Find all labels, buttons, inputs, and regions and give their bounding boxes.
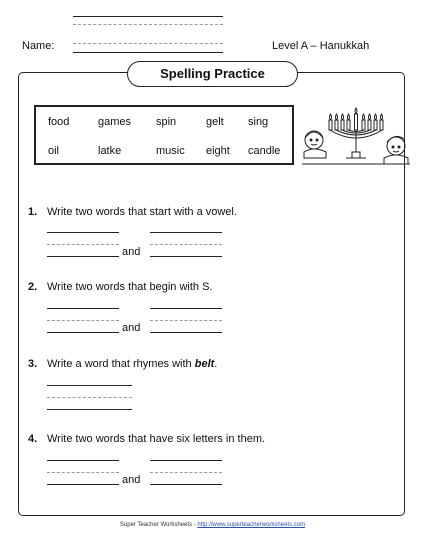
page-title: Spelling Practice	[127, 61, 298, 87]
answer-line-1[interactable]	[47, 484, 119, 485]
answer-line-mid	[150, 320, 222, 321]
question-number: 1.	[28, 206, 38, 218]
word-bank-item: games	[98, 116, 132, 128]
footer	[0, 522, 425, 528]
name-line-top-dashed	[73, 24, 223, 25]
answer-line-mid	[47, 397, 132, 398]
word-bank-item: oil	[48, 145, 60, 157]
question-text	[47, 358, 217, 370]
word-bank	[34, 105, 294, 165]
answer-line-mid	[47, 244, 119, 245]
word-bank-item: spin	[156, 116, 177, 128]
answer-line-2[interactable]	[150, 332, 222, 333]
answer-line-mid	[150, 244, 222, 245]
rhyme-word: belt	[194, 358, 215, 370]
answer-line-top	[150, 460, 222, 461]
and-label: and	[122, 474, 141, 486]
question-number: 3.	[28, 358, 38, 370]
answer-line-mid	[47, 472, 119, 473]
question-text-before: Write a word that rhymes with	[47, 358, 195, 370]
footer-link[interactable]: http://www.superteacherworksheets.com	[197, 522, 306, 528]
name-input-dashed	[73, 43, 223, 44]
question-text: Write two words that begin with S.	[47, 281, 213, 293]
footer-site-name: Super Teacher Worksheets	[119, 522, 193, 528]
answer-line-top	[47, 385, 132, 386]
answer-line-1[interactable]	[47, 332, 119, 333]
answer-line-2[interactable]	[150, 256, 222, 257]
footer-separator: -	[192, 522, 198, 528]
answer-line-top	[47, 232, 119, 233]
word-bank-item: latke	[98, 145, 122, 157]
hanukkah-menorah-children-icon	[302, 96, 410, 168]
question-number: 4.	[28, 433, 38, 445]
answer-line-top	[47, 460, 119, 461]
word-bank-item: gelt	[206, 116, 224, 128]
word-bank-item: eight	[206, 145, 230, 157]
name-input-line[interactable]	[73, 52, 223, 53]
answer-line-1[interactable]	[47, 409, 132, 410]
answer-line-mid	[150, 472, 222, 473]
question-number: 2.	[28, 281, 38, 293]
and-label: and	[122, 322, 141, 334]
question-text: Write two words that have six letters in them.	[47, 433, 266, 445]
word-bank-item: music	[156, 145, 185, 157]
answer-line-top	[47, 308, 119, 309]
question-text: Write two words that start with a vowel.	[47, 206, 237, 218]
answer-line-mid	[47, 320, 119, 321]
answer-line-2[interactable]	[150, 484, 222, 485]
name-label: Name:	[22, 40, 55, 52]
word-bank-item: candle	[248, 145, 281, 157]
level-label: Level A – Hanukkah	[272, 40, 370, 52]
word-bank-item: sing	[248, 116, 269, 128]
name-line-top	[73, 16, 223, 17]
answer-line-1[interactable]	[47, 256, 119, 257]
answer-line-top	[150, 308, 222, 309]
answer-line-top	[150, 232, 222, 233]
question-text-after: .	[214, 358, 218, 370]
word-bank-item: food	[48, 116, 70, 128]
and-label: and	[122, 246, 141, 258]
